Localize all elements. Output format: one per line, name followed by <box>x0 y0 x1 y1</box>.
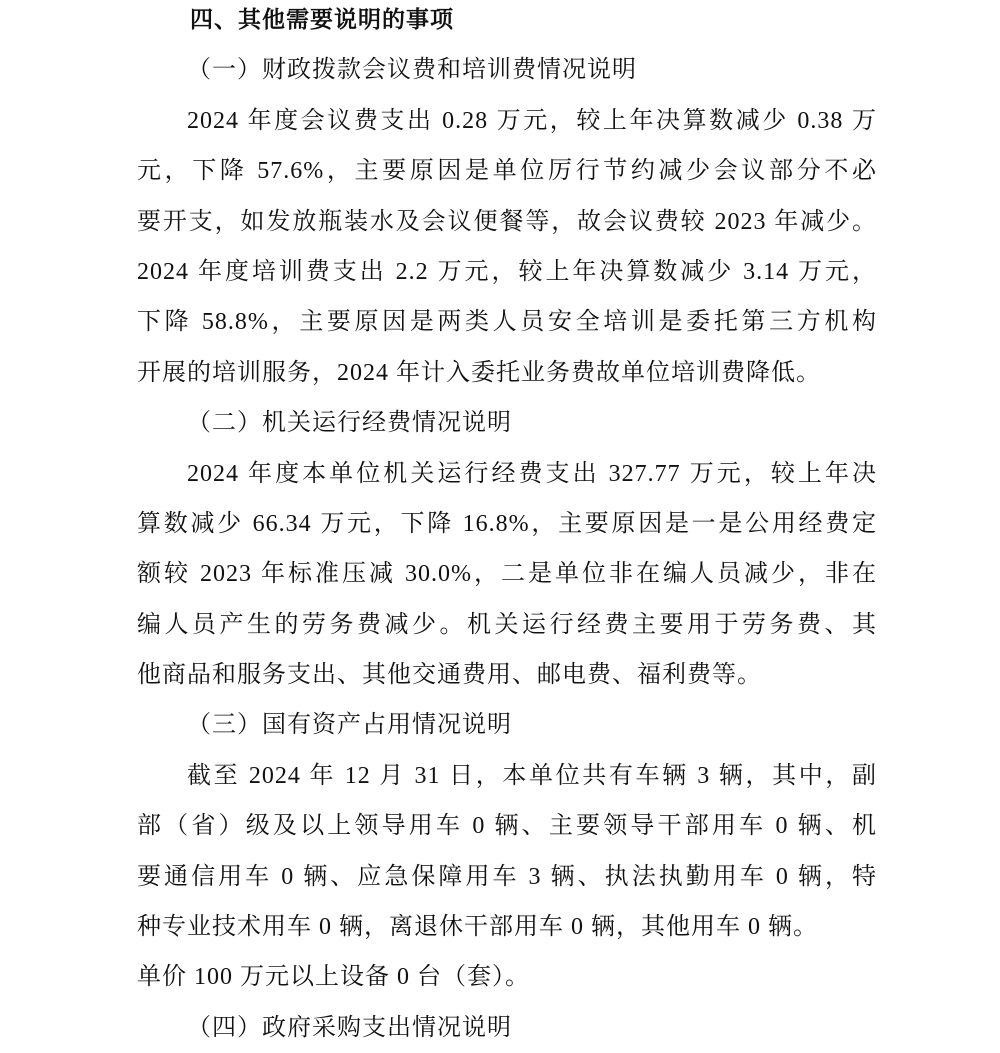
subsection-heading: （一）财政拨款会议费和培训费情况说明 <box>187 57 637 84</box>
paragraph-line: 部（省）级及以上领导用车 0 辆、主要领导干部用车 0 辆、机 <box>137 813 877 840</box>
subsection-heading: （四）政府采购支出情况说明 <box>187 1014 512 1041</box>
paragraph-line: 他商品和服务支出、其他交通费用、邮电费、福利费等。 <box>137 662 762 689</box>
paragraph-line: 单价 100 万元以上设备 0 台（套）。 <box>137 964 530 991</box>
paragraph-line: 额较 2023 年标准压减 30.0%，二是单位非在编人员减少，非在 <box>137 561 877 588</box>
subsection-heading: （三）国有资产占用情况说明 <box>187 712 512 739</box>
document-page <box>137 0 877 1053</box>
paragraph-line: 下降 58.8%，主要原因是两类人员安全培训是委托第三方机构 <box>137 309 877 336</box>
subsection-heading: （二）机关运行经费情况说明 <box>187 410 512 437</box>
paragraph-line: 2024 年度培训费支出 2.2 万元，较上年决算数减少 3.14 万元， <box>137 258 877 285</box>
paragraph-line: 编人员产生的劳务费减少。机关运行经费主要用于劳务费、其 <box>137 611 877 638</box>
paragraph-line: 要开支，如发放瓶装水及会议便餐等，故会议费较 2023 年减少。 <box>137 208 877 235</box>
paragraph-line: 开展的培训服务，2024 年计入委托业务费故单位培训费降低。 <box>137 359 821 386</box>
paragraph-line: 截至 2024 年 12 月 31 日，本单位共有车辆 3 辆，其中，副 <box>187 762 877 789</box>
paragraph-line: 种专业技术用车 0 辆，离退休干部用车 0 辆，其他用车 0 辆。 <box>137 914 818 941</box>
paragraph-line: 要通信用车 0 辆、应急保障用车 3 辆、执法执勤用车 0 辆，特 <box>137 863 877 890</box>
paragraph-line: 算数减少 66.34 万元，下降 16.8%，主要原因是一是公用经费定 <box>137 510 877 537</box>
section-title: 四、其他需要说明的事项 <box>190 7 454 33</box>
paragraph-line: 2024 年度会议费支出 0.28 万元，较上年决算数减少 0.38 万 <box>187 107 877 134</box>
paragraph-line: 2024 年度本单位机关运行经费支出 327.77 万元，较上年决 <box>187 460 877 487</box>
paragraph-line: 元，下降 57.6%，主要原因是单位厉行节约减少会议部分不必 <box>137 158 877 185</box>
